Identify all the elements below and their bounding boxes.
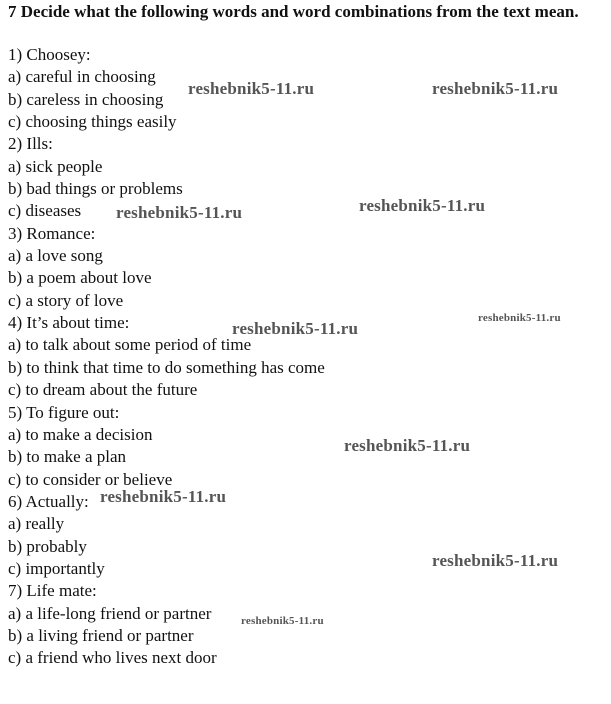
question-prompt: 7) Life mate: [8,581,97,601]
question-prompt: 2) Ills: [8,134,53,154]
answer-option: c) choosing things easily [8,112,177,132]
question-prompt: 3) Romance: [8,223,96,243]
answer-option: c) to dream about the future [8,380,198,400]
question-prompt: 5) To figure out: [8,402,120,422]
answer-option: c) to consider or believe [8,469,173,489]
answer-option: a) a life-long friend or partner [8,603,212,623]
answer-option: a) sick people [8,156,103,176]
answer-option: c) diseases [8,201,82,221]
answer-option: c) importantly [8,558,105,578]
watermark: reshebnik5-11.ru [116,203,243,222]
watermark: reshebnik5-11.ru [432,79,559,98]
answer-option: b) a poem about love [8,268,152,288]
answer-option: b) a living friend or partner [8,625,194,645]
watermark: reshebnik5-11.ru [100,487,227,506]
watermark: reshebnik5-11.ru [232,319,359,338]
answer-option: a) a love song [8,246,103,266]
answer-option: a) careful in choosing [8,67,156,87]
answer-option: c) a story of love [8,290,124,310]
watermark: reshebnik5-11.ru [241,615,324,627]
watermark: reshebnik5-11.ru [188,79,315,98]
watermark: reshebnik5-11.ru [344,436,471,455]
answer-option: b) probably [8,536,87,556]
answer-option: a) to talk about some period of time [8,335,252,355]
answer-option: b) careless in choosing [8,89,164,109]
question-prompt: 1) Choosey: [8,45,91,64]
question-prompt: 4) It’s about time: [8,313,130,333]
answer-option: b) bad things or problems [8,179,183,199]
question-list [8,44,325,670]
answer-option: a) to make a decision [8,424,153,444]
question-prompt: 6) Actually: [8,491,89,511]
answer-option: b) to make a plan [8,447,127,467]
answer-option: c) a friend who lives next door [8,648,217,668]
watermark: reshebnik5-11.ru [478,312,561,324]
answer-option: a) really [8,514,65,534]
answer-option: b) to think that time to do something has come [8,357,325,377]
watermark: reshebnik5-11.ru [359,196,486,215]
watermark: reshebnik5-11.ru [432,551,559,570]
exercise-title: 7 Decide what the following words and word combinations from the text mean. [8,2,579,21]
